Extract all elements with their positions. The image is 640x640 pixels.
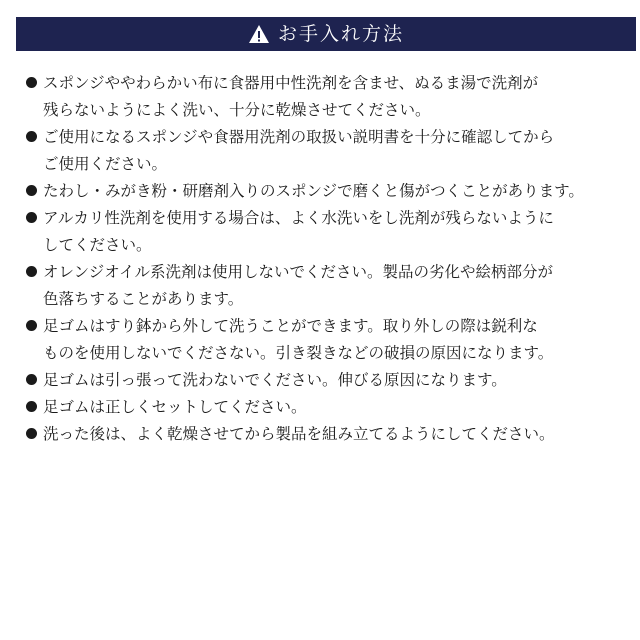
instruction-line: スポンジややわらかい布に食器用中性洗剤を含ませ、ぬるま湯で洗剤が <box>43 74 539 92</box>
instruction-item <box>26 205 626 259</box>
bullet-icon <box>26 374 37 385</box>
instruction-line: アルカリ性洗剤を使用する場合は、よく水洗いをし洗剤が残らないように <box>43 209 554 227</box>
instruction-item <box>26 313 626 367</box>
instruction-line: ご使用になるスポンジや食器用洗剤の取扱い説明書を十分に確認してから <box>43 128 555 146</box>
instruction-item <box>26 367 626 394</box>
instruction-line: たわし・みがき粉・研磨剤入りのスポンジで磨くと傷がつくことがあります。 <box>43 182 584 200</box>
instruction-item <box>26 394 626 421</box>
instruction-item <box>26 178 626 205</box>
instruction-line: 色落ちすることがあります。 <box>43 290 244 308</box>
instruction-item <box>26 124 626 178</box>
instruction-item <box>26 70 626 124</box>
section-header <box>16 17 636 51</box>
instruction-line: してください。 <box>43 236 152 254</box>
section-title: お手入れ方法 <box>277 22 404 45</box>
bullet-icon <box>26 428 37 439</box>
instruction-line: 洗った後は、よく乾燥させてから製品を組み立てるようにしてください。 <box>43 425 555 443</box>
instruction-item <box>26 259 626 313</box>
instruction-line: 残らないようによく洗い、十分に乾燥させてください。 <box>43 101 431 119</box>
instruction-line: ものを使用しないでくださない。引き裂きなどの破損の原因になります。 <box>43 344 554 362</box>
bullet-icon <box>26 401 37 412</box>
instruction-line: 足ゴムは引っ張って洗わないでください。伸びる原因になります。 <box>43 371 507 389</box>
bullet-icon <box>26 131 37 142</box>
bullet-icon <box>26 320 37 331</box>
instruction-line: 足ゴムはすり鉢から外して洗うことができます。取り外しの際は鋭利な <box>43 317 538 335</box>
bullet-icon <box>26 266 37 277</box>
instruction-line: オレンジオイル系洗剤は使用しないでください。製品の劣化や絵柄部分が <box>43 263 553 281</box>
section-header-content <box>248 24 404 44</box>
bullet-icon <box>26 212 37 223</box>
bullet-icon <box>26 77 37 88</box>
bullet-icon <box>26 185 37 196</box>
care-instructions-list <box>26 70 626 448</box>
instruction-line: ご使用ください。 <box>43 155 168 173</box>
instruction-line: 足ゴムは正しくセットしてください。 <box>43 398 307 416</box>
warning-icon <box>248 24 270 44</box>
instruction-item <box>26 421 626 448</box>
